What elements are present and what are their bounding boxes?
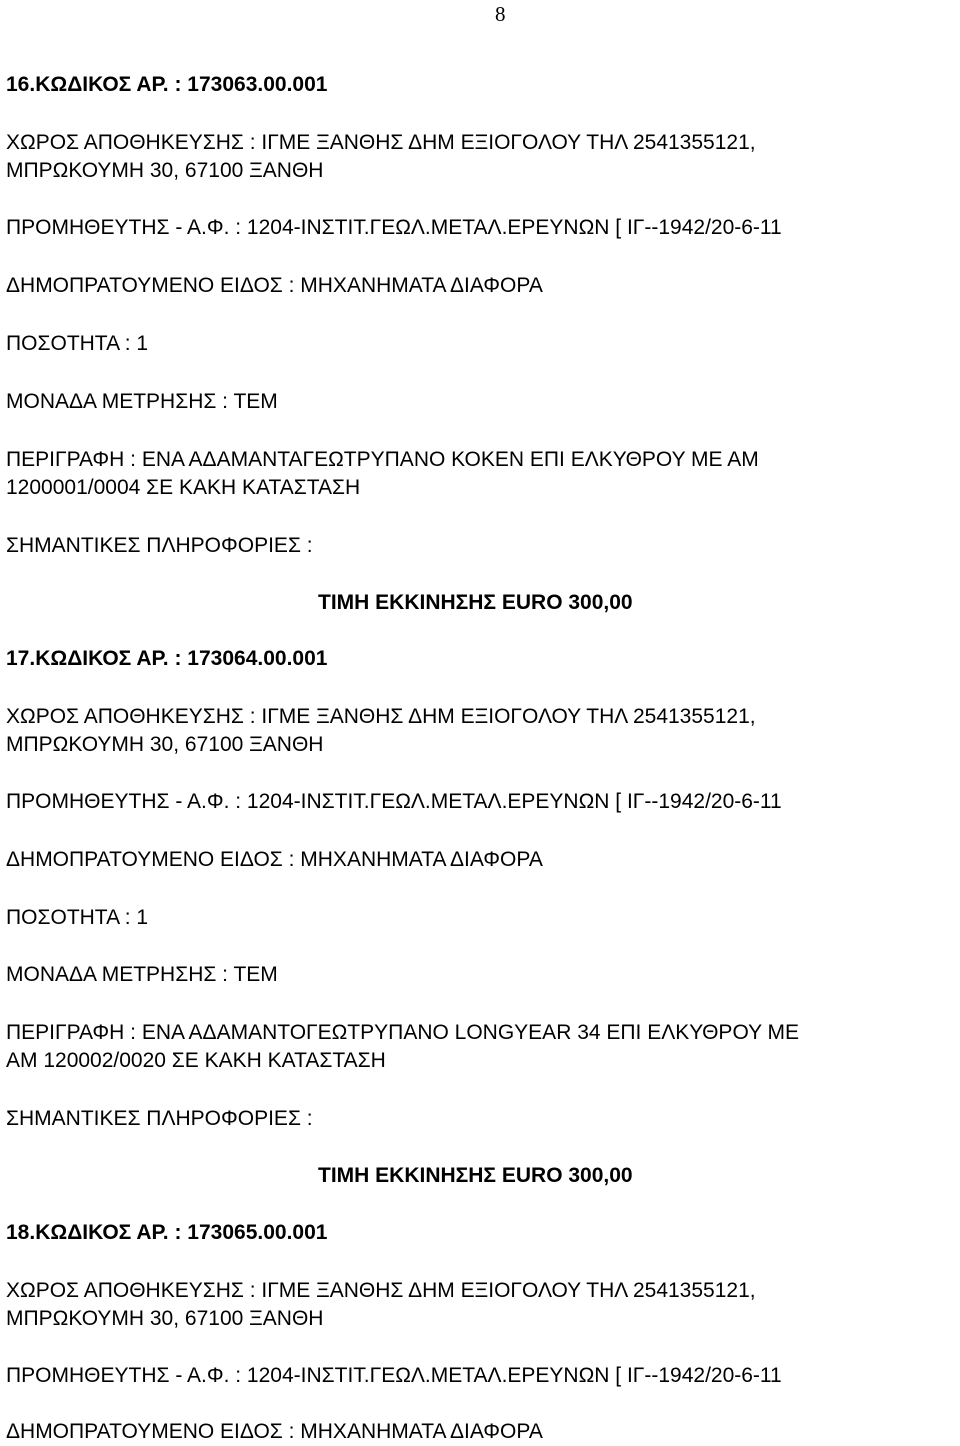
record-16-starting-price: ΤΙΜΗ ΕΚΚΙΝΗΣΗΣ EURO 300,00 (318, 591, 633, 614)
record-16-description-line1: ΠΕΡΙΓΡΑΦΗ : ΕΝΑ ΑΔΑΜΑΝΤΑΓΕΩΤΡΥΠΑΝΟ ΚΟΚΕΝ ΕΠΙ ΕΛΚΥΘΡΟΥ ΜΕ ΑΜ (6, 448, 759, 471)
page-number: 8 (495, 2, 506, 26)
record-17-description-line2: ΑΜ 120002/0020 ΣΕ ΚΑΚΗ ΚΑΤΑΣΤΑΣΗ (6, 1049, 386, 1072)
record-18-code: 18.ΚΩΔΙΚΟΣ ΑΡ. : 173065.00.001 (6, 1221, 328, 1244)
record-17-item-type: ΔΗΜΟΠΡΑΤΟΥΜΕΝΟ ΕΙΔΟΣ : ΜΗΧΑΝΗΜΑΤΑ ΔΙΑΦΟΡΑ (6, 848, 543, 871)
record-17-important-info: ΣΗΜΑΝΤΙΚΕΣ ΠΛΗΡΟΦΟΡΙΕΣ : (6, 1107, 313, 1130)
record-17-description-line1: ΠΕΡΙΓΡΑΦΗ : ΕΝΑ ΑΔΑΜΑΝΤΟΓΕΩΤΡΥΠΑΝΟ LONGYEAR 34 ΕΠΙ ΕΛΚΥΘΡΟΥ ΜΕ (6, 1021, 800, 1044)
record-16-location-line1: ΧΩΡΟΣ ΑΠΟΘΗΚΕΥΣΗΣ : ΙΓΜΕ ΞΑΝΘΗΣ ΔΗΜ ΕΞΙΟΓΟΛΟΥ ΤΗΛ 2541355121, (6, 131, 756, 154)
record-17-quantity: ΠΟΣΟΤΗΤΑ : 1 (6, 906, 149, 929)
record-16-item-type: ΔΗΜΟΠΡΑΤΟΥΜΕΝΟ ΕΙΔΟΣ : ΜΗΧΑΝΗΜΑΤΑ ΔΙΑΦΟΡΑ (6, 274, 543, 297)
record-18-location-line1: ΧΩΡΟΣ ΑΠΟΘΗΚΕΥΣΗΣ : ΙΓΜΕ ΞΑΝΘΗΣ ΔΗΜ ΕΞΙΟΓΟΛΟΥ ΤΗΛ 2541355121, (6, 1279, 756, 1302)
record-17-starting-price: ΤΙΜΗ ΕΚΚΙΝΗΣΗΣ EURO 300,00 (318, 1164, 633, 1187)
record-18-location-line2: ΜΠΡΩΚΟΥΜΗ 30, 67100 ΞΑΝΘΗ (6, 1307, 324, 1330)
record-18-item-type: ΔΗΜΟΠΡΑΤΟΥΜΕΝΟ ΕΙΔΟΣ : ΜΗΧΑΝΗΜΑΤΑ ΔΙΑΦΟΡΑ (6, 1420, 543, 1443)
record-17-unit: ΜΟΝΑΔΑ ΜΕΤΡΗΣΗΣ : ΤΕΜ (6, 963, 278, 986)
record-17-location-line1: ΧΩΡΟΣ ΑΠΟΘΗΚΕΥΣΗΣ : ΙΓΜΕ ΞΑΝΘΗΣ ΔΗΜ ΕΞΙΟΓΟΛΟΥ ΤΗΛ 2541355121, (6, 705, 756, 728)
record-18-supplier: ΠΡΟΜΗΘΕΥΤΗΣ - Α.Φ. : 1204-ΙΝΣΤΙΤ.ΓΕΩΛ.ΜΕΤΑΛ.ΕΡΕΥΝΩΝ [ ΙΓ--1942/20-6-11 (6, 1364, 782, 1387)
record-16-description-line2: 1200001/0004 ΣΕ ΚΑΚΗ ΚΑΤΑΣΤΑΣΗ (6, 476, 361, 499)
record-16-unit: ΜΟΝΑΔΑ ΜΕΤΡΗΣΗΣ : ΤΕΜ (6, 390, 278, 413)
record-16-important-info: ΣΗΜΑΝΤΙΚΕΣ ΠΛΗΡΟΦΟΡΙΕΣ : (6, 534, 313, 557)
record-16-code: 16.ΚΩΔΙΚΟΣ ΑΡ. : 173063.00.001 (6, 73, 328, 96)
record-16-quantity: ΠΟΣΟΤΗΤΑ : 1 (6, 332, 149, 355)
record-16-location-line2: ΜΠΡΩΚΟΥΜΗ 30, 67100 ΞΑΝΘΗ (6, 159, 324, 182)
record-16-supplier: ΠΡΟΜΗΘΕΥΤΗΣ - Α.Φ. : 1204-ΙΝΣΤΙΤ.ΓΕΩΛ.ΜΕΤΑΛ.ΕΡΕΥΝΩΝ [ ΙΓ--1942/20-6-11 (6, 216, 782, 239)
record-17-code: 17.ΚΩΔΙΚΟΣ ΑΡ. : 173064.00.001 (6, 647, 328, 670)
record-17-location-line2: ΜΠΡΩΚΟΥΜΗ 30, 67100 ΞΑΝΘΗ (6, 733, 324, 756)
record-17-supplier: ΠΡΟΜΗΘΕΥΤΗΣ - Α.Φ. : 1204-ΙΝΣΤΙΤ.ΓΕΩΛ.ΜΕΤΑΛ.ΕΡΕΥΝΩΝ [ ΙΓ--1942/20-6-11 (6, 790, 782, 813)
